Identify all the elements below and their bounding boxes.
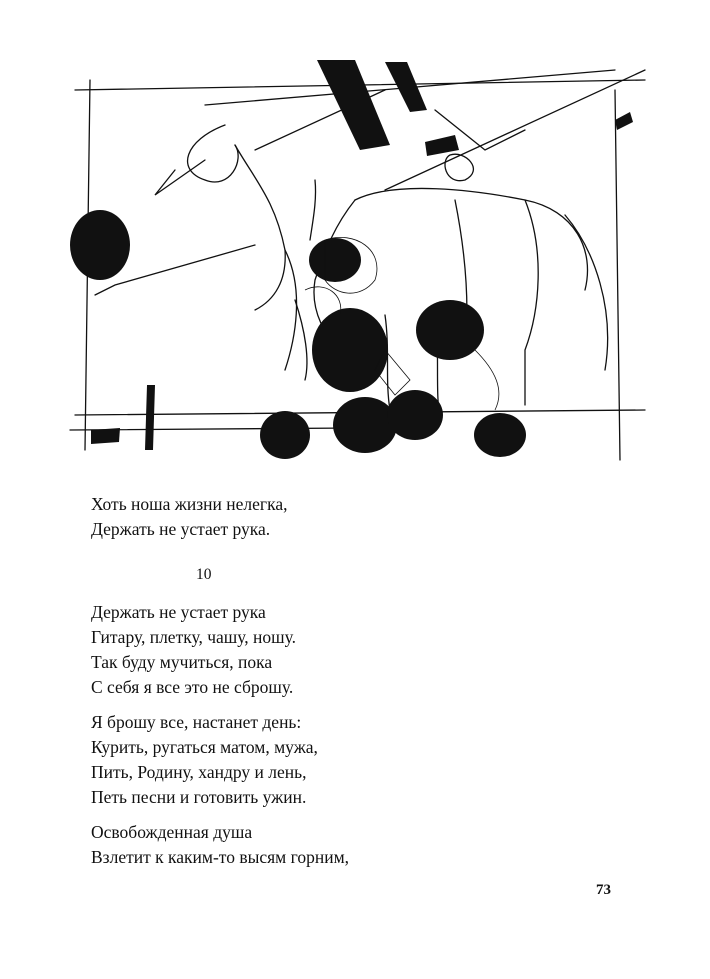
poem-number: 10 [196,566,212,583]
verse-line: Я брошу все, настанет день: [91,712,302,732]
verse-line: Курить, ругаться матом, мужа, [91,737,318,757]
verse-line: Держать не устает рука [91,602,266,622]
verse-line: Держать не устает рука. [91,519,271,539]
verse-line: Пить, Родину, хандру и лень, [91,762,307,782]
intro-stanza [91,492,287,542]
verse-line: Освобожденная душа [91,822,253,842]
stanza-3 [91,820,349,870]
verse-line: Взлетит к каким-то высям горним, [91,847,350,867]
verse-line: С себя я все это не сброшу. [91,677,294,697]
stanza-2 [91,710,318,810]
horse-and-bird-illustration [55,50,655,485]
verse-line: Гитару, плетку, чашу, ношу. [91,627,296,647]
verse-line: Петь песни и готовить ужин. [91,787,307,807]
verse-line: Так буду мучиться, пока [91,652,273,672]
verse-line: Хоть ноша жизни нелегка, [91,494,288,514]
page-number: 73 [596,882,611,898]
stanza-1 [91,600,296,700]
